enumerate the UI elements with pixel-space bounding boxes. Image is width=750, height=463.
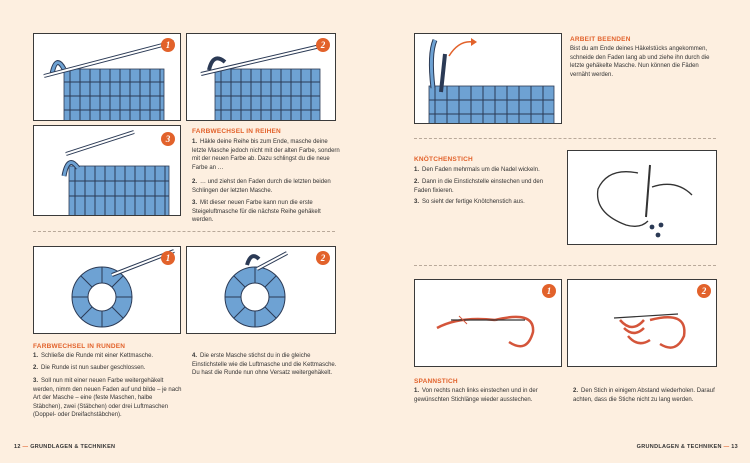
satin-stitch-drawing: [415, 280, 562, 367]
heading-farbwechsel-runden: FARBWECHSEL IN RUNDEN: [33, 343, 126, 350]
section-divider: [414, 265, 716, 266]
step-badge-2: 2: [316, 251, 330, 265]
heading-farbwechsel-reihen: FARBWECHSEL IN REIHEN: [192, 128, 281, 135]
crochet-rows-drawing: [187, 34, 336, 121]
step-badge-1: 1: [542, 284, 556, 298]
step-badge-3: 3: [161, 132, 175, 146]
illustration-rows-step2: [186, 33, 336, 121]
illustration-finish-work: [414, 33, 562, 124]
footer-right: [637, 443, 738, 451]
footer-section: GRUNDLAGEN & TECHNIKEN: [30, 444, 116, 450]
step-text-runden-4: 4. Die erste Masche stichst du in die gleiche Einstichstelle wie die Luftmasche und die Kettmasche. Du hast die Runde nun ohne Versatz weitergehäkelt.: [192, 353, 337, 376]
illustration-rows-step1: [33, 33, 181, 121]
step-text-runden-1: 1. Schließe die Runde mit einer Kettmasche.: [33, 353, 154, 359]
illustration-french-knot: [567, 150, 717, 245]
satin-stitch-drawing: [568, 280, 717, 367]
heading-arbeit-beenden: ARBEIT BEENDEN: [570, 36, 631, 43]
illustration-rounds-step1: [33, 246, 181, 334]
step-badge-2: 2: [697, 284, 711, 298]
finish-work-drawing: [415, 34, 562, 124]
footer-dash: —: [22, 444, 29, 450]
crochet-rows-drawing: [34, 34, 181, 121]
footer-section: GRUNDLAGEN & TECHNIKEN: [636, 444, 722, 450]
step-text-reihen-2: 2. … und ziehst den Faden durch die letzten beiden Schlingen der letzten Masche.: [192, 179, 331, 194]
illustration-rows-step3: [33, 125, 181, 216]
step-text-spann-1: 1. Von rechts nach links einstechen und in der gewünschten Stichlänge wieder ausstechen.: [414, 388, 538, 403]
footer-left: [14, 443, 115, 451]
crochet-ring-drawing: [34, 247, 181, 334]
page-number: 12: [14, 444, 21, 450]
heading-knoetchenstich: KNÖTCHENSTICH: [414, 156, 473, 163]
step-text-knoetchen-1: 1. Den Faden mehrmals um die Nadel wickeln.: [414, 167, 540, 173]
section-divider: [414, 138, 716, 139]
illustration-rounds-step2: [186, 246, 336, 334]
illustration-satin-step1: [414, 279, 562, 367]
french-knot-drawing: [568, 151, 717, 245]
step-text-spann-2: 2. Den Stich in einigem Abstand wiederholen. Darauf achten, dass die Stiche nicht zu lang werden.: [573, 388, 715, 403]
heading-spannstich: SPANNSTICH: [414, 378, 458, 385]
footer-dash: —: [723, 444, 730, 450]
illustration-satin-step2: [567, 279, 717, 367]
step-text-reihen-3: 3. Mit dieser neuen Farbe kann nun die erste Steigeluftmasche für die nächste Reihe gehäkelt werden.: [192, 200, 321, 223]
section-divider: [33, 231, 335, 232]
step-badge-1: 1: [161, 251, 175, 265]
step-text-runden-3: 3. Soll nun mit einer neuen Farbe weitergehäkelt werden, nimm den neuen Faden auf und bilde – je nach Art der Masche – eine (feste Maschen, halbe Stäbchen), zwei (Stäbchen) oder drei Luftmaschen (Doppel- oder Dreifachstäbchen).: [33, 378, 182, 418]
step-text-runden-2: 2. Die Runde ist nun sauber geschlossen.: [33, 365, 146, 371]
crochet-ring-drawing: [187, 247, 336, 334]
step-text-knoetchen-3: 3. So sieht der fertige Knötchenstich aus.: [414, 199, 525, 205]
step-badge-2: 2: [316, 38, 330, 52]
finish-work-text: Bist du am Ende deines Häkelstücks angekommen, schneide den Faden lang ab und ziehe ihn durch die letzte gehäkelte Masche. Nun können die Fäden vernäht werden.: [570, 46, 710, 78]
page-number: 13: [731, 444, 738, 450]
step-text-reihen-1: 1. Häkle deine Reihe bis zum Ende, masche deine letzte Masche jedoch nicht mit der alten Farbe, sondern mit der neuen Farbe ab. Dazu schlingst du die neue Farbe an …: [192, 139, 340, 171]
step-badge-1: 1: [161, 38, 175, 52]
crochet-rows-drawing: [34, 126, 181, 216]
step-text-knoetchen-2: 2. Dann in die Einstichstelle einstechen und den Faden fixieren.: [414, 179, 544, 194]
